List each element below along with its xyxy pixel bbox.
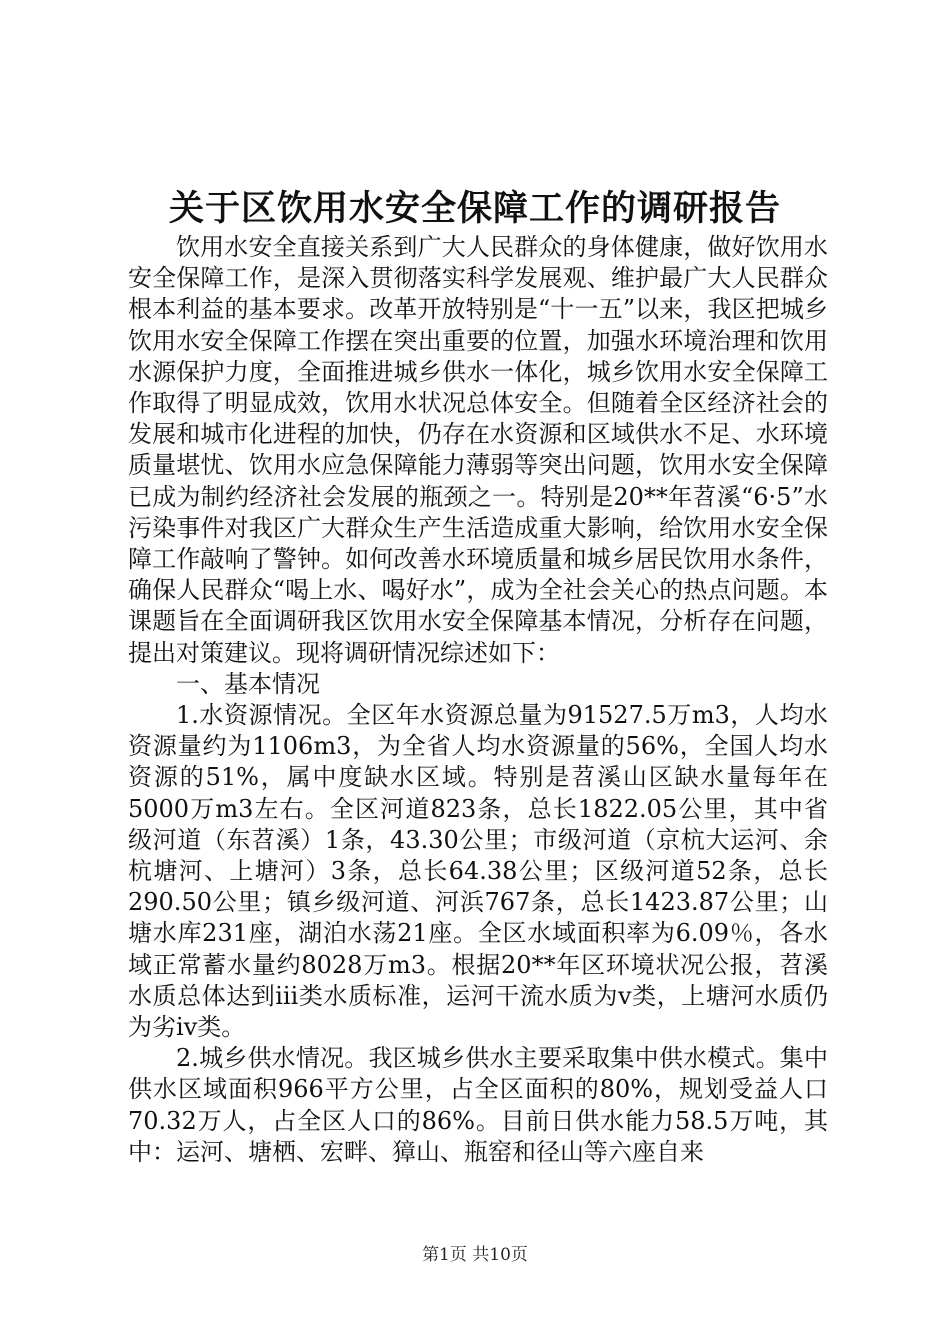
intro-paragraph: 饮用水安全直接关系到广大人民群众的身体健康，做好饮用水安全保障工作，是深入贯彻落实科学发展观、维护最广大人民群众根本利益的基本要求。改革开放特别是“十一五”以来，我区把城乡饮用水安全保障工作摆在突出重要的位置，加强水环境治理和饮用水源保护力度，全面推进城乡供水一体化，城乡饮用水安全保障工作取得了明显成效，饮用水状况总体安全。但随着全区经济社会的发展和城市化进程的加快，仍存在水资源和区域供水不足、水环境质量堪忧、饮用水应急保障能力薄弱等突出问题，饮用水安全保障已成为制约经济社会发展的瓶颈之一。特别是20**年苕溪“6·5”水污染事件对我区广大群众生产生活造成重大影响，给饮用水安全保障工作敲响了警钟。如何改善水环境质量和城乡居民饮用水条件，确保人民群众“喝上水、喝好水”，成为全社会关心的热点问题。本课题旨在全面调研我区饮用水安全保障基本情况，分析存在问题，提出对策建议。现将调研情况综述如下： — [128, 233, 828, 667]
water-supply-paragraph: 2.城乡供水情况。我区城乡供水主要采取集中供水模式。集中供水区域面积966平方公里，占全区面积的80%，规划受益人口70.32万人，占全区人口的86%。目前日供水能力58.5万吨，其中：运河、塘栖、宏畔、獐山、瓶窑和径山等六座自来 — [128, 1044, 828, 1166]
page-number-footer: 第1页 共10页 — [422, 1245, 528, 1265]
water-resources-paragraph: 1.水资源情况。全区年水资源总量为91527.5万m3，人均水资源量约为1106m3，为全省人均水资源量的56%，全国人均水资源的51%，属中度缺水区域。特别是苕溪山区缺水量每年在5000万m3左右。全区河道823条，总长1822.05公里，其中省级河道（东苕溪）1条，43.30公里；市级河道（京杭大运河、余杭塘河、上塘河）3条，总长64.38公里；区级河道52条，总长290.50公里；镇乡级河道、河浜767条，总长1423.87公里；山塘水库231座，湖泊水荡21座。全区水域面积率为6.09％，各水域正常蓄水量约8028万m3。根据20**年区环境状况公报，苕溪水质总体达到ⅲ类水质标准，运河干流水质为ⅴ类，上塘河水质仍为劣ⅳ类。 — [128, 701, 828, 1042]
section-heading-basic-situation: 一、基本情况 — [176, 669, 320, 698]
document-body — [128, 232, 828, 1168]
document-title: 关于区饮用水安全保障工作的调研报告 — [168, 188, 781, 229]
